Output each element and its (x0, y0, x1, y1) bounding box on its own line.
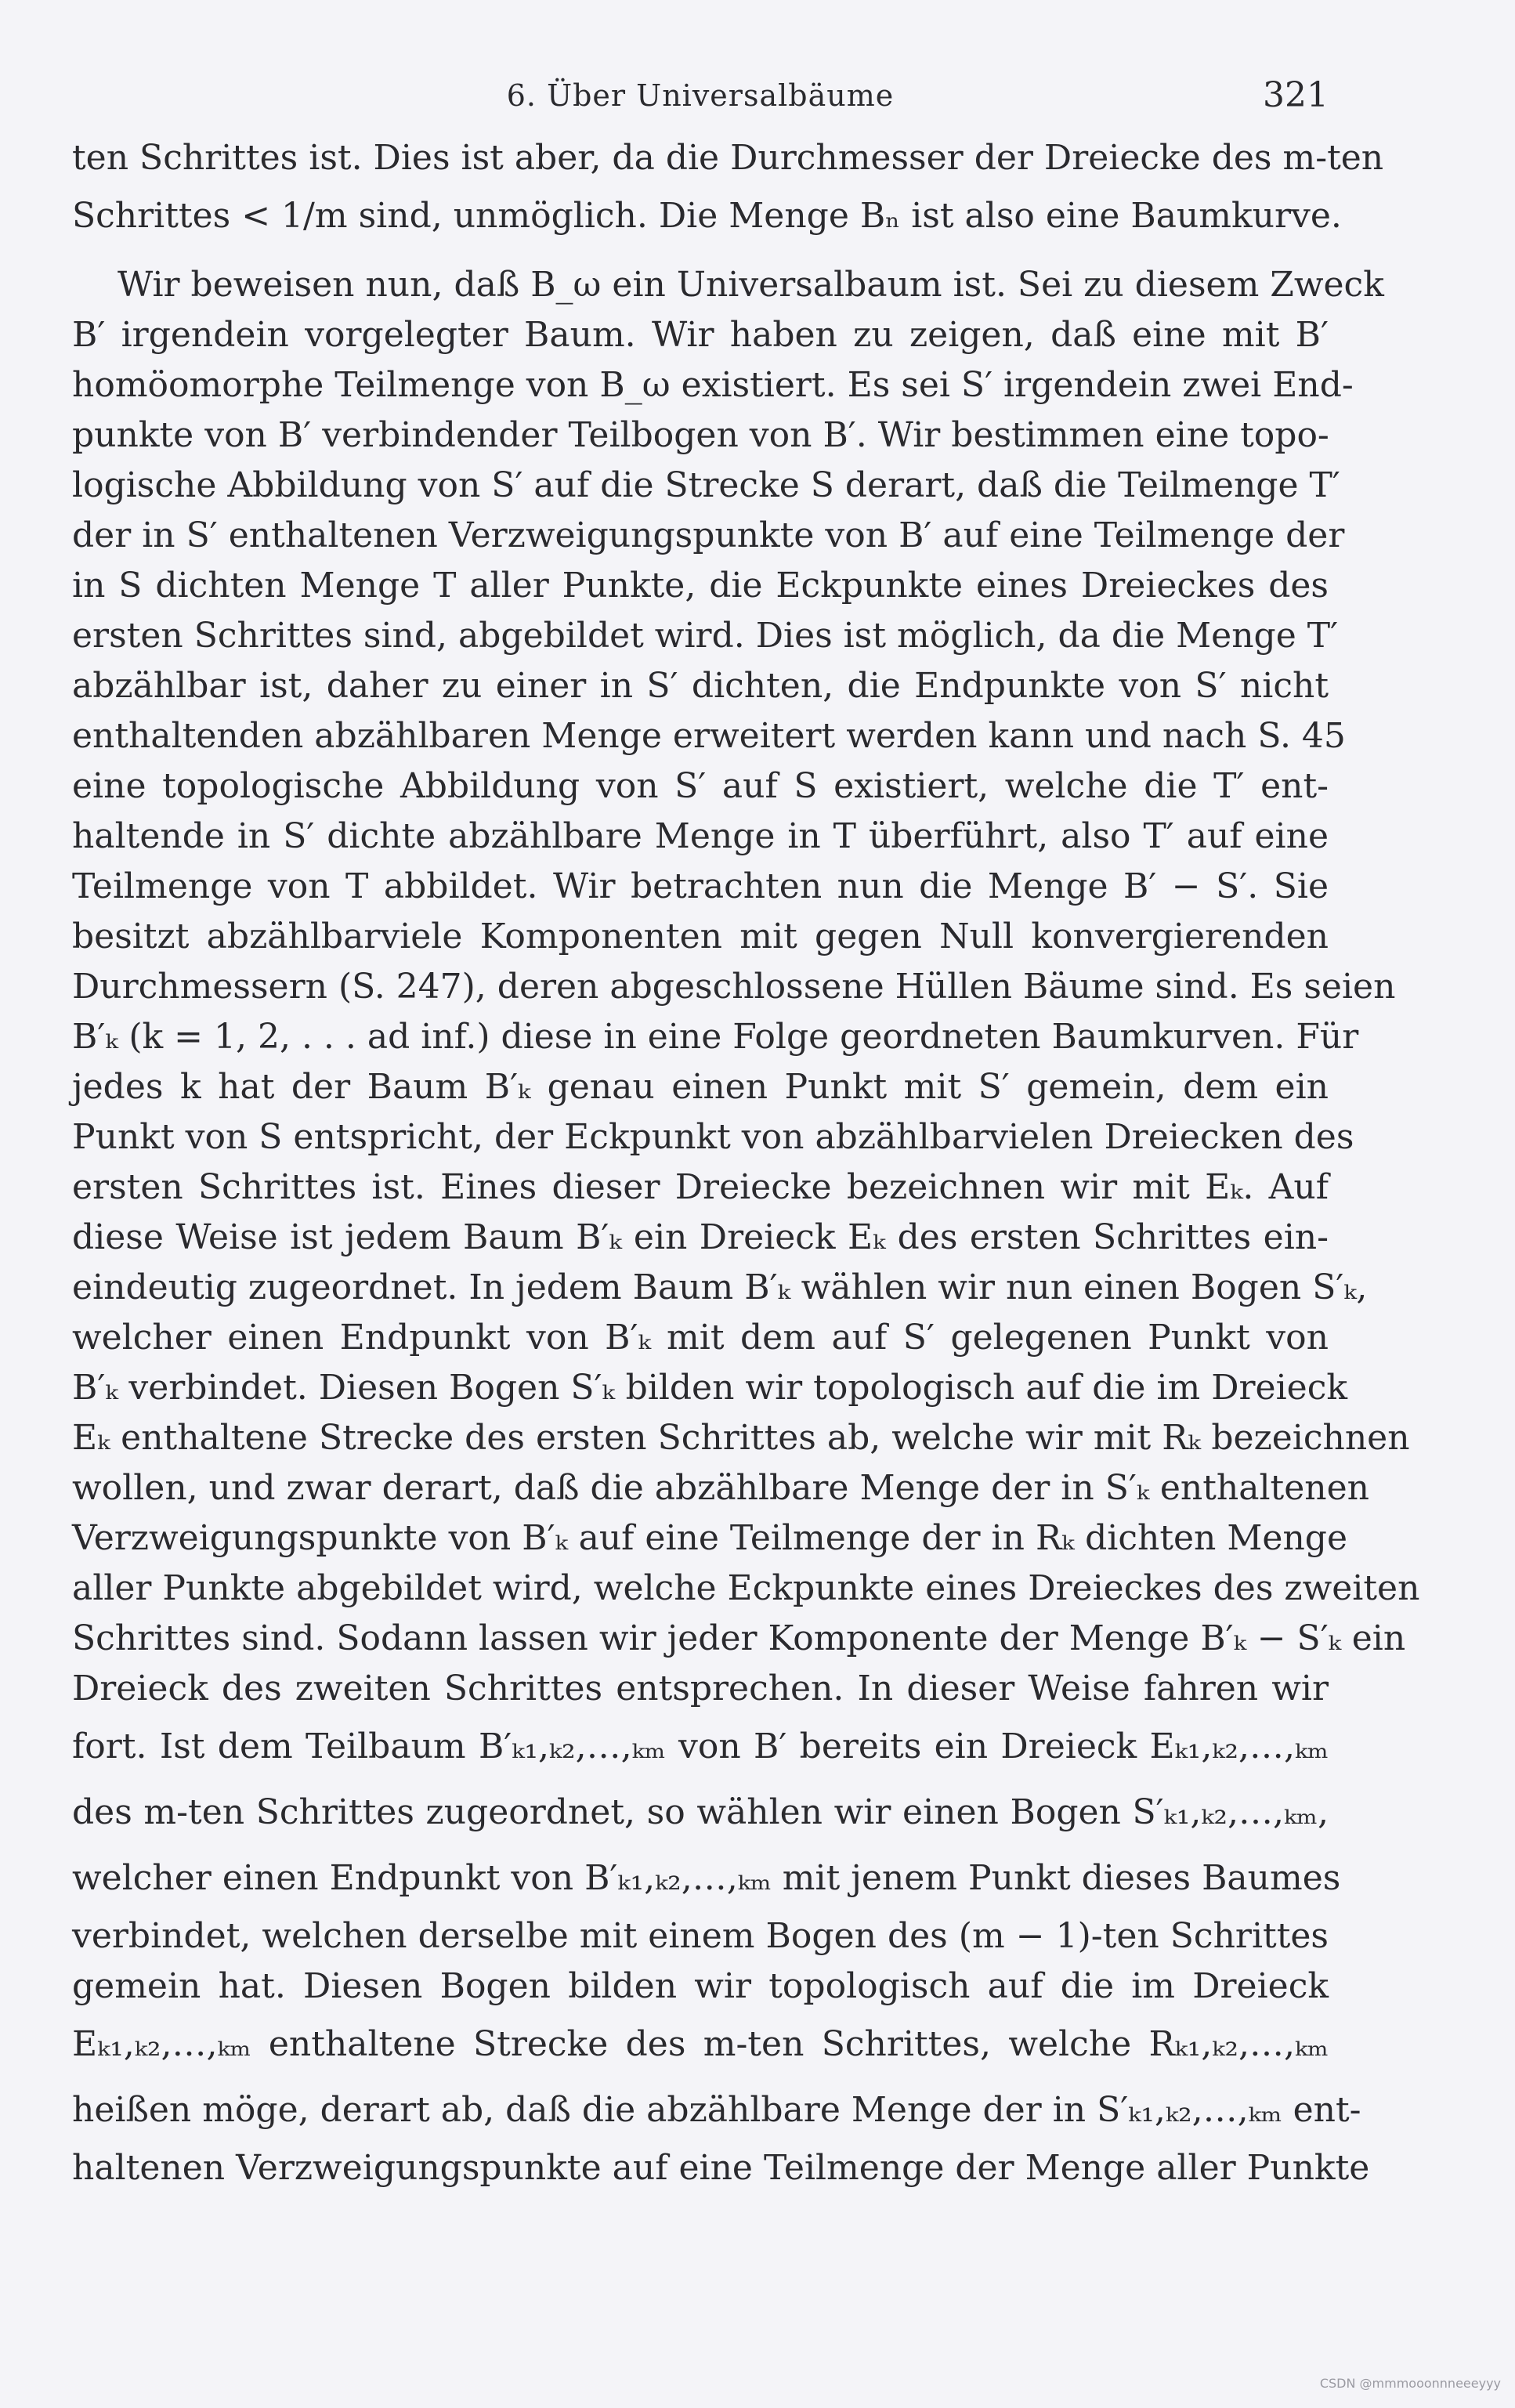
text-line: welcher einen Endpunkt von B′ₖ₁,ₖ₂,…,ₖₘ mit jenem Punkt dieses Baumes (72, 1858, 1341, 1898)
text-line: B′ₖ (k = 1, 2, . . . ad inf.) diese in eine Folge geordneten Baumkurven. Für (72, 1017, 1359, 1057)
text-line: Dreieck des zweiten Schrittes entsprechen. In dieser Weise fahren wir (72, 1669, 1329, 1708)
text-line: logische Abbildung von S′ auf die Strecke S derart, daß die Teilmenge T′ (72, 465, 1340, 505)
text-line: Durchmessern (S. 247), deren abgeschlossene Hüllen Bäume sind. Es seien (72, 967, 1396, 1007)
text-line: eine topologische Abbildung von S′ auf S existiert, welche die T′ ent- (72, 766, 1329, 806)
text-line: Schrittes < 1/m sind, unmöglich. Die Menge Bₙ ist also eine Baumkurve. (72, 196, 1342, 236)
watermark: CSDN @mmmooonnneeeyyy (1319, 2376, 1501, 2391)
text-line: homöomorphe Teilmenge von B_ω existiert. Es sei S′ irgendein zwei End- (72, 365, 1354, 405)
text-line: fort. Ist dem Teilbaum B′ₖ₁,ₖ₂,…,ₖₘ von B′ bereits ein Dreieck Eₖ₁,ₖ₂,…,ₖₘ (72, 1726, 1329, 1766)
text-line: haltenen Verzweigungspunkte auf eine Teilmenge der Menge aller Punkte (72, 2148, 1370, 2188)
paragraph-gap (72, 249, 1329, 260)
page-number: 321 (1263, 75, 1329, 115)
text-line: wollen, und zwar derart, daß die abzählbare Menge der in S′ₖ enthaltenen (72, 1468, 1369, 1508)
text-line: haltende in S′ dichte abzählbare Menge in T überführt, also T′ auf eine (72, 816, 1329, 856)
text-line: des m-ten Schrittes zugeordnet, so wählen wir einen Bogen S′ₖ₁,ₖ₂,…,ₖₘ, (72, 1792, 1329, 1832)
text-line: jedes k hat der Baum B′ₖ genau einen Punkt mit S′ gemein, dem ein (72, 1067, 1329, 1107)
text-line: Punkt von S entspricht, der Eckpunkt von abzählbarvielen Dreiecken des (72, 1117, 1354, 1157)
running-title: 6. Über Universalbäume (506, 78, 895, 113)
text-line: besitzt abzählbarviele Komponenten mit gegen Null konvergierenden (72, 917, 1329, 956)
text-line: eindeutig zugeordnet. In jedem Baum B′ₖ wählen wir nun einen Bogen S′ₖ, (72, 1267, 1368, 1307)
text-line: welcher einen Endpunkt von B′ₖ mit dem auf S′ gelegenen Punkt von (72, 1318, 1329, 1358)
text-line: gemein hat. Diesen Bogen bilden wir topologisch auf die im Dreieck (72, 1966, 1329, 2006)
paragraph-1 (72, 133, 1384, 249)
page-header (72, 75, 1329, 122)
paragraph-2 (72, 260, 1420, 2193)
text-line: ersten Schrittes ist. Eines dieser Dreiecke bezeichnen wir mit Eₖ. Auf (72, 1167, 1329, 1207)
text-line: verbindet, welchen derselbe mit einem Bogen des (m − 1)-ten Schrittes (72, 1916, 1329, 1956)
text-line: heißen möge, derart ab, daß die abzählbare Menge der in S′ₖ₁,ₖ₂,…,ₖₘ ent- (72, 2090, 1361, 2130)
text-line: abzählbar ist, daher zu einer in S′ dichten, die Endpunkte von S′ nicht (72, 666, 1329, 706)
text-line: ten Schrittes ist. Dies ist aber, da die Durchmesser der Dreiecke des m-ten (72, 138, 1384, 178)
text-line: ersten Schrittes sind, abgebildet wird. Dies ist möglich, da die Menge T′ (72, 616, 1339, 656)
text-line: Schrittes sind. Sodann lassen wir jeder Komponente der Menge B′ₖ − S′ₖ ein (72, 1618, 1406, 1658)
text-line: Wir beweisen nun, daß B_ω ein Universalbaum ist. Sei zu diesem Zweck (118, 265, 1384, 305)
text-line: Verzweigungspunkte von B′ₖ auf eine Teilmenge der in Rₖ dichten Menge (72, 1518, 1347, 1558)
body-text (72, 133, 1420, 2193)
text-line: aller Punkte abgebildet wird, welche Eckpunkte eines Dreieckes des zweiten (72, 1568, 1420, 1608)
text-line: in S dichten Menge T aller Punkte, die Eckpunkte eines Dreieckes des (72, 566, 1329, 606)
text-line: enthaltenden abzählbaren Menge erweitert werden kann und nach S. 45 (72, 716, 1346, 756)
text-line: Eₖ enthaltene Strecke des ersten Schrittes ab, welche wir mit Rₖ bezeichnen (72, 1418, 1410, 1458)
text-line: punkte von B′ verbindender Teilbogen von B′. Wir bestimmen eine topo- (72, 415, 1329, 455)
text-line: diese Weise ist jedem Baum B′ₖ ein Dreieck Eₖ des ersten Schrittes ein- (72, 1217, 1329, 1257)
text-line: Teilmenge von T abbildet. Wir betrachten nun die Menge B′ − S′. Sie (72, 866, 1329, 906)
text-line: Eₖ₁,ₖ₂,…,ₖₘ enthaltene Strecke des m-ten Schrittes, welche Rₖ₁,ₖ₂,…,ₖₘ (72, 2024, 1329, 2064)
text-line: der in S′ enthaltenen Verzweigungspunkte von B′ auf eine Teilmenge der (72, 515, 1345, 555)
text-line: B′ₖ verbindet. Diesen Bogen S′ₖ bilden wir topologisch auf die im Dreieck (72, 1368, 1347, 1408)
text-line: B′ irgendein vorgelegter Baum. Wir haben zu zeigen, daß eine mit B′ (72, 315, 1329, 355)
